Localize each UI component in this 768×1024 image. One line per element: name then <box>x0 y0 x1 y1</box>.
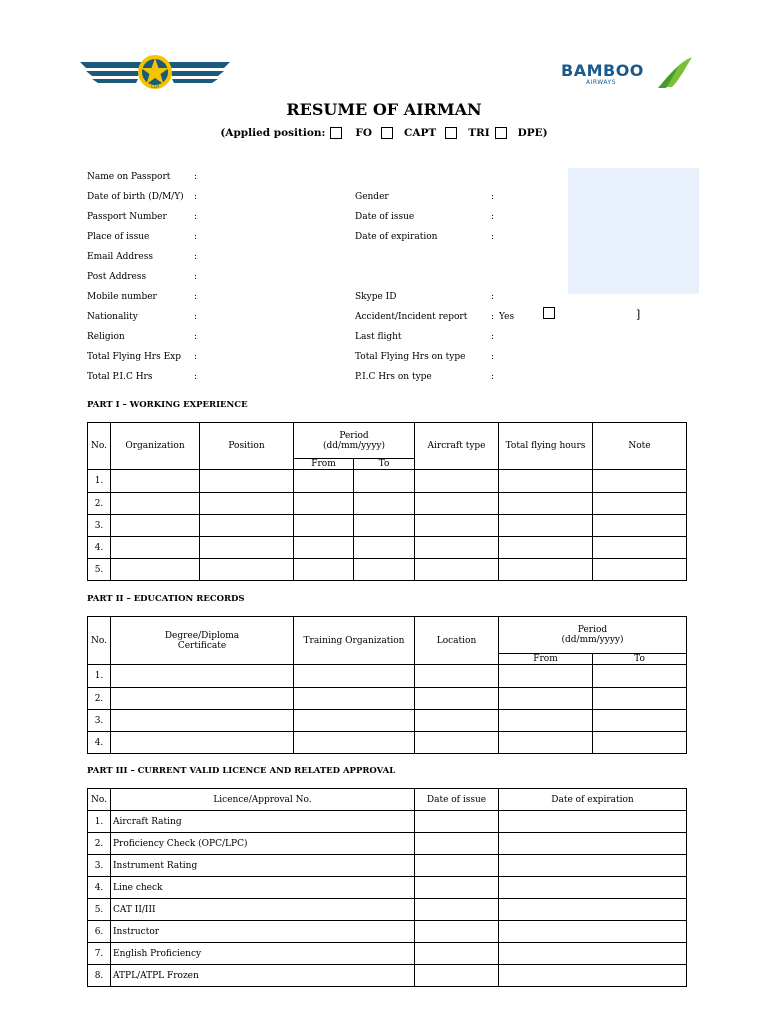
education-records-table <box>87 616 687 754</box>
position-capt-label: CAPT <box>404 127 437 139</box>
colon: : <box>491 332 495 342</box>
bamboo-airways-logo <box>558 55 698 91</box>
date-of-issue-cell[interactable] <box>415 965 499 987</box>
header-aircraft-type: Aircraft type <box>415 423 499 470</box>
row-number: 6. <box>88 921 111 943</box>
position-dpe-label: DPE) <box>517 127 548 139</box>
colon: : <box>194 192 198 202</box>
label-total-flying-hrs-on-type: Total Flying Hrs on type <box>355 352 466 362</box>
to-cell[interactable] <box>593 688 687 710</box>
header-period-format: (dd/mm/yyyy) <box>323 440 386 451</box>
licence-name: Instructor <box>111 921 415 943</box>
note-cell[interactable] <box>593 537 687 559</box>
organization-cell[interactable] <box>111 493 200 515</box>
table-row <box>88 833 687 855</box>
to-cell[interactable] <box>354 559 415 581</box>
colon: : <box>491 232 495 242</box>
table-row <box>88 921 687 943</box>
table-row <box>88 877 687 899</box>
colon: : <box>491 192 495 202</box>
degree-cell[interactable] <box>111 665 294 688</box>
table-row <box>88 811 687 833</box>
date-of-expiration-cell[interactable] <box>499 965 687 987</box>
location-cell[interactable] <box>415 688 499 710</box>
position-tri-label: TRI <box>468 127 490 139</box>
label-mobile-number: Mobile number <box>87 292 157 302</box>
table-row <box>88 710 687 732</box>
colon: : <box>194 172 198 182</box>
row-number: 2. <box>88 493 111 515</box>
to-cell[interactable] <box>593 665 687 688</box>
header-date-of-expiration: Date of expiration <box>499 789 687 811</box>
licence-name: Aircraft Rating <box>111 811 415 833</box>
date-of-expiration-cell[interactable] <box>499 855 687 877</box>
degree-cell[interactable] <box>111 688 294 710</box>
aircraft-type-cell[interactable] <box>415 515 499 537</box>
organization-cell[interactable] <box>111 515 200 537</box>
label-name-on-passport: Name on Passport <box>87 172 171 182</box>
header-period-label: Period <box>339 430 369 441</box>
row-number: 2. <box>88 688 111 710</box>
header-to: To <box>354 459 415 470</box>
licence-name: ATPL/ATPL Frozen <box>111 965 415 987</box>
checkbox-fo[interactable] <box>330 127 342 139</box>
degree-cell[interactable] <box>111 732 294 754</box>
photo-placeholder[interactable] <box>568 168 699 294</box>
header-no: No. <box>88 423 111 470</box>
from-cell[interactable] <box>499 732 593 754</box>
position-cell[interactable] <box>200 493 294 515</box>
label-pic-hrs-on-type: P.I.C Hrs on type <box>355 372 432 382</box>
from-cell[interactable] <box>294 493 354 515</box>
aircraft-type-cell[interactable] <box>415 493 499 515</box>
row-number: 4. <box>88 732 111 754</box>
table-row <box>88 665 687 688</box>
from-cell[interactable] <box>499 688 593 710</box>
header-period <box>294 423 415 459</box>
colon: : <box>194 352 198 362</box>
checkbox-dpe[interactable] <box>495 127 507 139</box>
date-of-expiration-cell[interactable] <box>499 833 687 855</box>
date-of-expiration-cell[interactable] <box>499 921 687 943</box>
colon: : <box>491 212 495 222</box>
airline-wings-emblem-logo <box>80 52 230 92</box>
accident-yes-label: Yes <box>499 312 515 322</box>
table-row <box>88 965 687 987</box>
colon: : <box>491 292 495 302</box>
table-row <box>88 855 687 877</box>
training-org-cell[interactable] <box>294 710 415 732</box>
position-cell[interactable] <box>200 537 294 559</box>
header-degree-line1: Degree/Diploma <box>164 630 240 641</box>
from-cell[interactable] <box>294 559 354 581</box>
licence-approval-table <box>87 788 687 987</box>
date-of-issue-cell[interactable] <box>415 877 499 899</box>
header-no: No. <box>88 617 111 665</box>
checkbox-tri[interactable] <box>445 127 457 139</box>
row-number: 1. <box>88 811 111 833</box>
aircraft-type-cell[interactable] <box>415 537 499 559</box>
label-nationality: Nationality <box>87 312 138 322</box>
total-hours-cell[interactable] <box>499 470 593 493</box>
wings-star-emblem-icon <box>80 55 230 89</box>
table-row <box>88 732 687 754</box>
accident-bracket: ] <box>636 308 641 321</box>
date-of-expiration-cell[interactable] <box>499 811 687 833</box>
table-row <box>88 537 687 559</box>
training-org-cell[interactable] <box>294 665 415 688</box>
colon: : <box>194 332 198 342</box>
brand-subtitle: AIRWAYS <box>586 79 617 86</box>
row-number: 7. <box>88 943 111 965</box>
label-place-of-issue: Place of issue <box>87 232 150 242</box>
total-hours-cell[interactable] <box>499 493 593 515</box>
accident-yes-checkbox[interactable] <box>543 307 555 319</box>
header-to: To <box>593 654 687 665</box>
date-of-issue-cell[interactable] <box>415 943 499 965</box>
date-of-issue-cell[interactable] <box>415 921 499 943</box>
row-number: 1. <box>88 470 111 493</box>
row-number: 8. <box>88 965 111 987</box>
label-email-address: Email Address <box>87 252 153 262</box>
to-cell[interactable] <box>593 710 687 732</box>
date-of-expiration-cell[interactable] <box>499 943 687 965</box>
from-cell[interactable] <box>294 537 354 559</box>
row-number: 4. <box>88 877 111 899</box>
position-cell[interactable] <box>200 515 294 537</box>
row-number: 4. <box>88 537 111 559</box>
table-row <box>88 943 687 965</box>
header-total-flying-hours: Total flying hours <box>499 423 593 470</box>
row-number: 2. <box>88 833 111 855</box>
label-skype-id: Skype ID <box>355 292 397 302</box>
brand-name: BAMBOO <box>561 61 644 80</box>
note-cell[interactable] <box>593 470 687 493</box>
header-period <box>499 617 687 654</box>
label-date-of-issue: Date of issue <box>355 212 415 222</box>
header-date-of-issue: Date of issue <box>415 789 499 811</box>
label-last-flight: Last flight <box>355 332 402 342</box>
licence-name: Line check <box>111 877 415 899</box>
row-number: 3. <box>88 515 111 537</box>
colon: : <box>194 232 198 242</box>
to-cell[interactable] <box>354 470 415 493</box>
header-note: Note <box>593 423 687 470</box>
training-org-cell[interactable] <box>294 688 415 710</box>
label-passport-number: Passport Number <box>87 212 167 222</box>
position-cell[interactable] <box>200 559 294 581</box>
part2-title: PART II – EDUCATION RECORDS <box>87 594 245 604</box>
to-cell[interactable] <box>354 537 415 559</box>
colon: : <box>194 252 198 262</box>
location-cell[interactable] <box>415 732 499 754</box>
row-number: 5. <box>88 559 111 581</box>
header-organization: Organization <box>111 423 200 470</box>
from-cell[interactable] <box>294 515 354 537</box>
table-row <box>88 470 687 493</box>
aircraft-type-cell[interactable] <box>415 559 499 581</box>
total-hours-cell[interactable] <box>499 515 593 537</box>
row-number: 3. <box>88 855 111 877</box>
label-accident-incident-report: Accident/Incident report <box>355 312 468 322</box>
licence-name: Proficiency Check (OPC/LPC) <box>111 833 415 855</box>
colon: : <box>194 212 198 222</box>
part1-title: PART I – WORKING EXPERIENCE <box>87 400 248 410</box>
label-gender: Gender <box>355 192 389 202</box>
date-of-issue-cell[interactable] <box>415 811 499 833</box>
colon: : <box>491 312 495 322</box>
label-date-of-expiration: Date of expiration <box>355 232 438 242</box>
checkbox-capt[interactable] <box>381 127 393 139</box>
table-row <box>88 515 687 537</box>
from-cell[interactable] <box>499 665 593 688</box>
label-post-address: Post Address <box>87 272 147 282</box>
svg-text:CLH: CLH <box>150 84 160 89</box>
document-title: RESUME OF AIRMAN <box>286 100 482 119</box>
label-total-pic-hrs: Total P.I.C Hrs <box>87 372 153 382</box>
position-cell[interactable] <box>200 470 294 493</box>
table-row <box>88 899 687 921</box>
colon: : <box>491 372 495 382</box>
colon: : <box>194 372 198 382</box>
header-degree <box>111 617 294 665</box>
colon: : <box>194 272 198 282</box>
header-training-organization: Training Organization <box>294 617 415 665</box>
note-cell[interactable] <box>593 493 687 515</box>
note-cell[interactable] <box>593 559 687 581</box>
licence-name: CAT II/III <box>111 899 415 921</box>
header-period-format: (dd/mm/yyyy) <box>561 635 624 645</box>
from-cell[interactable] <box>499 710 593 732</box>
note-cell[interactable] <box>593 515 687 537</box>
table-row <box>88 559 687 581</box>
to-cell[interactable] <box>354 515 415 537</box>
colon: : <box>194 312 198 322</box>
aircraft-type-cell[interactable] <box>415 470 499 493</box>
working-experience-table <box>87 422 687 581</box>
total-hours-cell[interactable] <box>499 559 593 581</box>
to-cell[interactable] <box>354 493 415 515</box>
row-number: 5. <box>88 899 111 921</box>
bamboo-leaf-icon <box>658 55 694 89</box>
location-cell[interactable] <box>415 665 499 688</box>
header-from: From <box>294 459 354 470</box>
training-org-cell[interactable] <box>294 732 415 754</box>
location-cell[interactable] <box>415 710 499 732</box>
label-total-flying-hrs-exp: Total Flying Hrs Exp <box>87 352 181 362</box>
label-religion: Religion <box>87 332 125 342</box>
header-degree-line2: Certificate <box>177 640 227 651</box>
total-hours-cell[interactable] <box>499 537 593 559</box>
from-cell[interactable] <box>294 470 354 493</box>
to-cell[interactable] <box>593 732 687 754</box>
part3-title: PART III – CURRENT VALID LICENCE AND RELATED APPROVAL <box>87 766 396 776</box>
row-number: 3. <box>88 710 111 732</box>
organization-cell[interactable] <box>111 537 200 559</box>
header-licence: Licence/Approval No. <box>111 789 415 811</box>
table-row <box>88 688 687 710</box>
date-of-issue-cell[interactable] <box>415 899 499 921</box>
applied-position-label: (Applied position: <box>220 127 326 139</box>
colon: : <box>194 292 198 302</box>
organization-cell[interactable] <box>111 470 200 493</box>
header-no: No. <box>88 789 111 811</box>
degree-cell[interactable] <box>111 710 294 732</box>
header-position: Position <box>200 423 294 470</box>
header-from: From <box>499 654 593 665</box>
header-period-label: Period <box>577 625 608 635</box>
row-number: 1. <box>88 665 111 688</box>
date-of-issue-cell[interactable] <box>415 833 499 855</box>
applied-position-line <box>0 127 768 139</box>
position-fo-label: FO <box>355 127 372 139</box>
header-location: Location <box>415 617 499 665</box>
label-date-of-birth: Date of birth (D/M/Y) <box>87 192 184 202</box>
organization-cell[interactable] <box>111 559 200 581</box>
licence-name: English Proficiency <box>111 943 415 965</box>
date-of-expiration-cell[interactable] <box>499 899 687 921</box>
licence-name: Instrument Rating <box>111 855 415 877</box>
table-row <box>88 493 687 515</box>
date-of-expiration-cell[interactable] <box>499 877 687 899</box>
colon: : <box>491 352 495 362</box>
date-of-issue-cell[interactable] <box>415 855 499 877</box>
